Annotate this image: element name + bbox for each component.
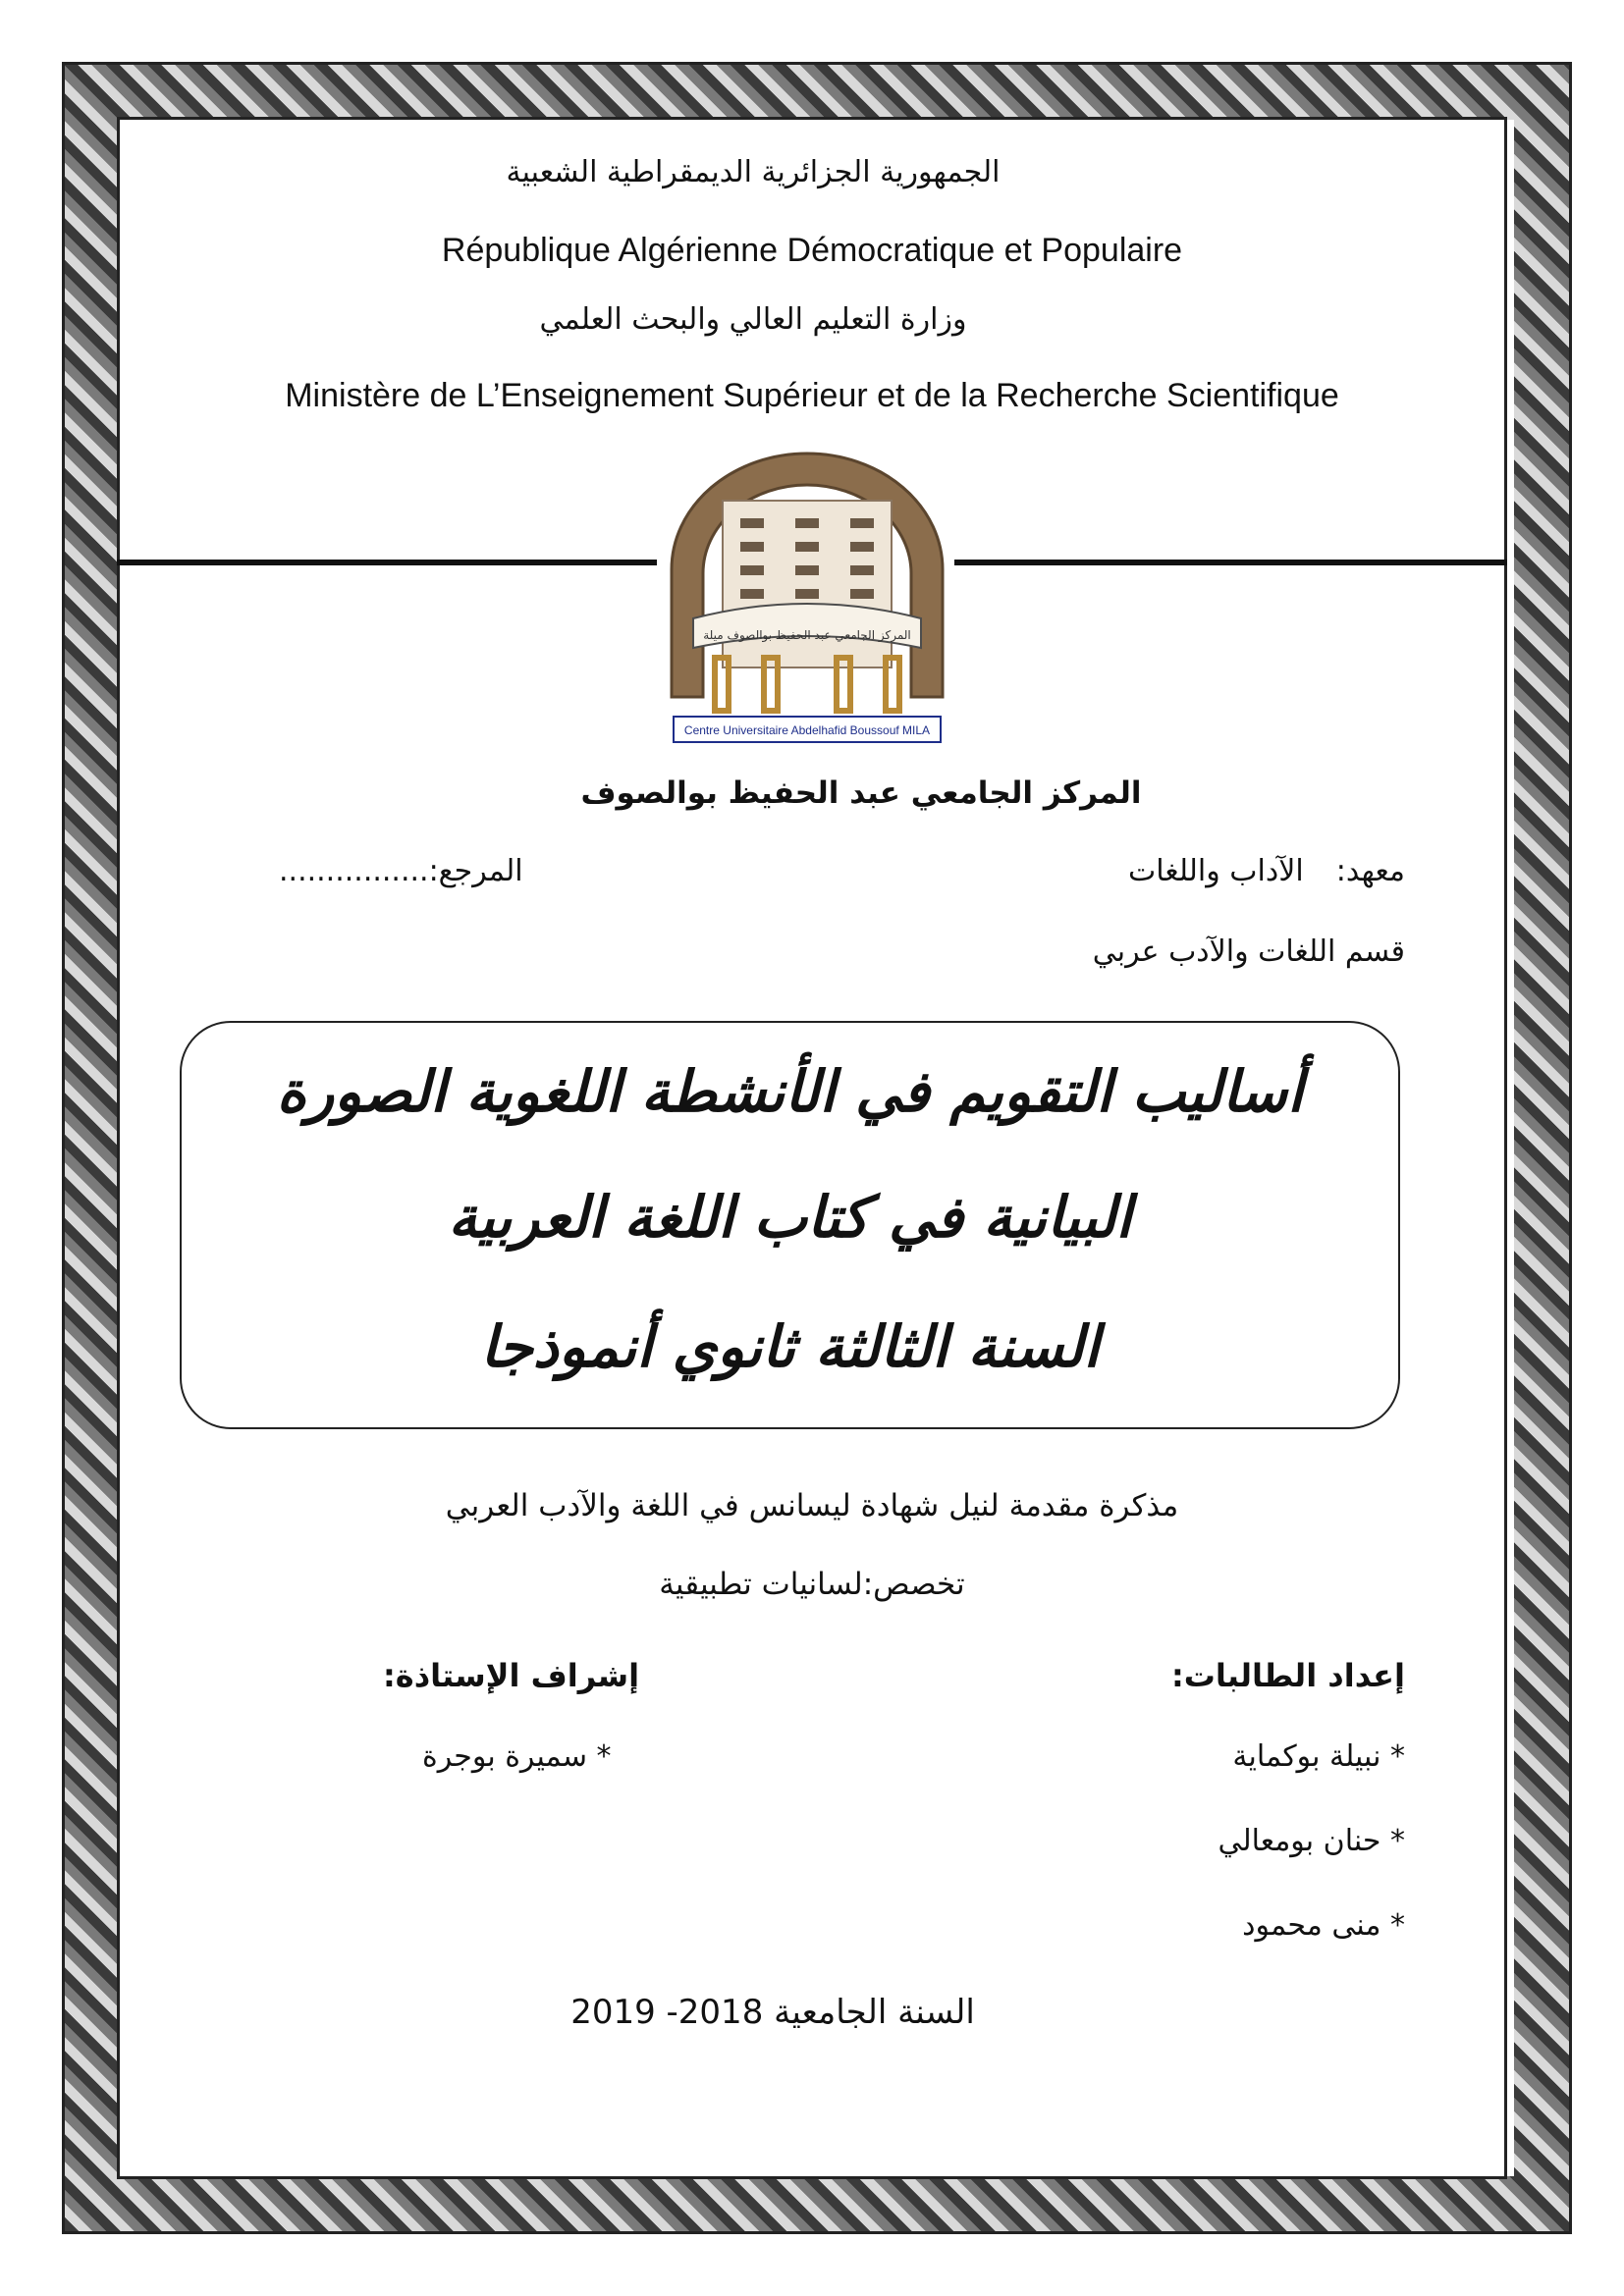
reference-label: المرجع:	[428, 854, 523, 888]
divider-left	[117, 560, 657, 565]
thesis-purpose: مذكرة مقدمة لنيل شهادة ليسانس في اللغة والآدب العربي	[445, 1488, 1179, 1523]
supervisor-name: * سميرة بوجرة	[422, 1739, 612, 1774]
svg-text:Centre Universitaire Abdelhafi: Centre Universitaire Abdelhafid Boussouf MILA	[683, 723, 931, 737]
student-name-1: * نبيلة بوكماية	[1232, 1739, 1405, 1774]
institute-value: الآداب واللغات	[1128, 854, 1304, 888]
reference-value: ................	[279, 854, 429, 888]
reference-line	[279, 854, 523, 888]
supervisor-heading: إشراف الإستاذة:	[383, 1657, 640, 1694]
title-line-1: أساليب التقويم في الأنشطة اللغوية الصورة	[276, 1058, 1304, 1125]
svg-text:المركز الجامعي عبد الحفيظ بوال: المركز الجامعي عبد الحفيظ بوالصوف ميلة	[703, 628, 911, 642]
students-heading: إعداد الطالبات:	[1170, 1657, 1405, 1694]
title-line-3: السنة الثالثة ثانوي أنموذجا	[480, 1313, 1100, 1380]
divider-right	[954, 560, 1507, 565]
ministry-ar: وزارة التعليم العالي والبحث العلمي	[539, 302, 967, 337]
academic-year: السنة الجامعية 2018- 2019	[570, 1993, 975, 2032]
student-name-2: * حنان بومعالي	[1218, 1824, 1405, 1858]
institution-name: المركز الجامعي عبد الحفيظ بوالصوف	[580, 775, 1142, 811]
ministry-fr: Ministère de L’Enseignement Supérieur et de la Recherche Scientifique	[285, 377, 1339, 414]
title-line-2: البيانية في كتاب اللغة العربية	[448, 1184, 1132, 1251]
republic-ar: الجمهورية الجزائرية الديمقراطية الشعبية	[506, 155, 1001, 189]
institute-label: معهد:	[1335, 854, 1405, 888]
student-name-3: * منى محمود	[1242, 1908, 1405, 1943]
title-box	[180, 1021, 1400, 1429]
university-logo	[654, 452, 960, 746]
department: قسم اللغات والآدب عربي	[1092, 934, 1405, 969]
republic-fr: République Algérienne Démocratique et Populaire	[441, 232, 1183, 269]
institute-line	[1128, 854, 1405, 888]
thesis-specialty: تخصص:لسانيات تطبيقية	[659, 1567, 965, 1602]
